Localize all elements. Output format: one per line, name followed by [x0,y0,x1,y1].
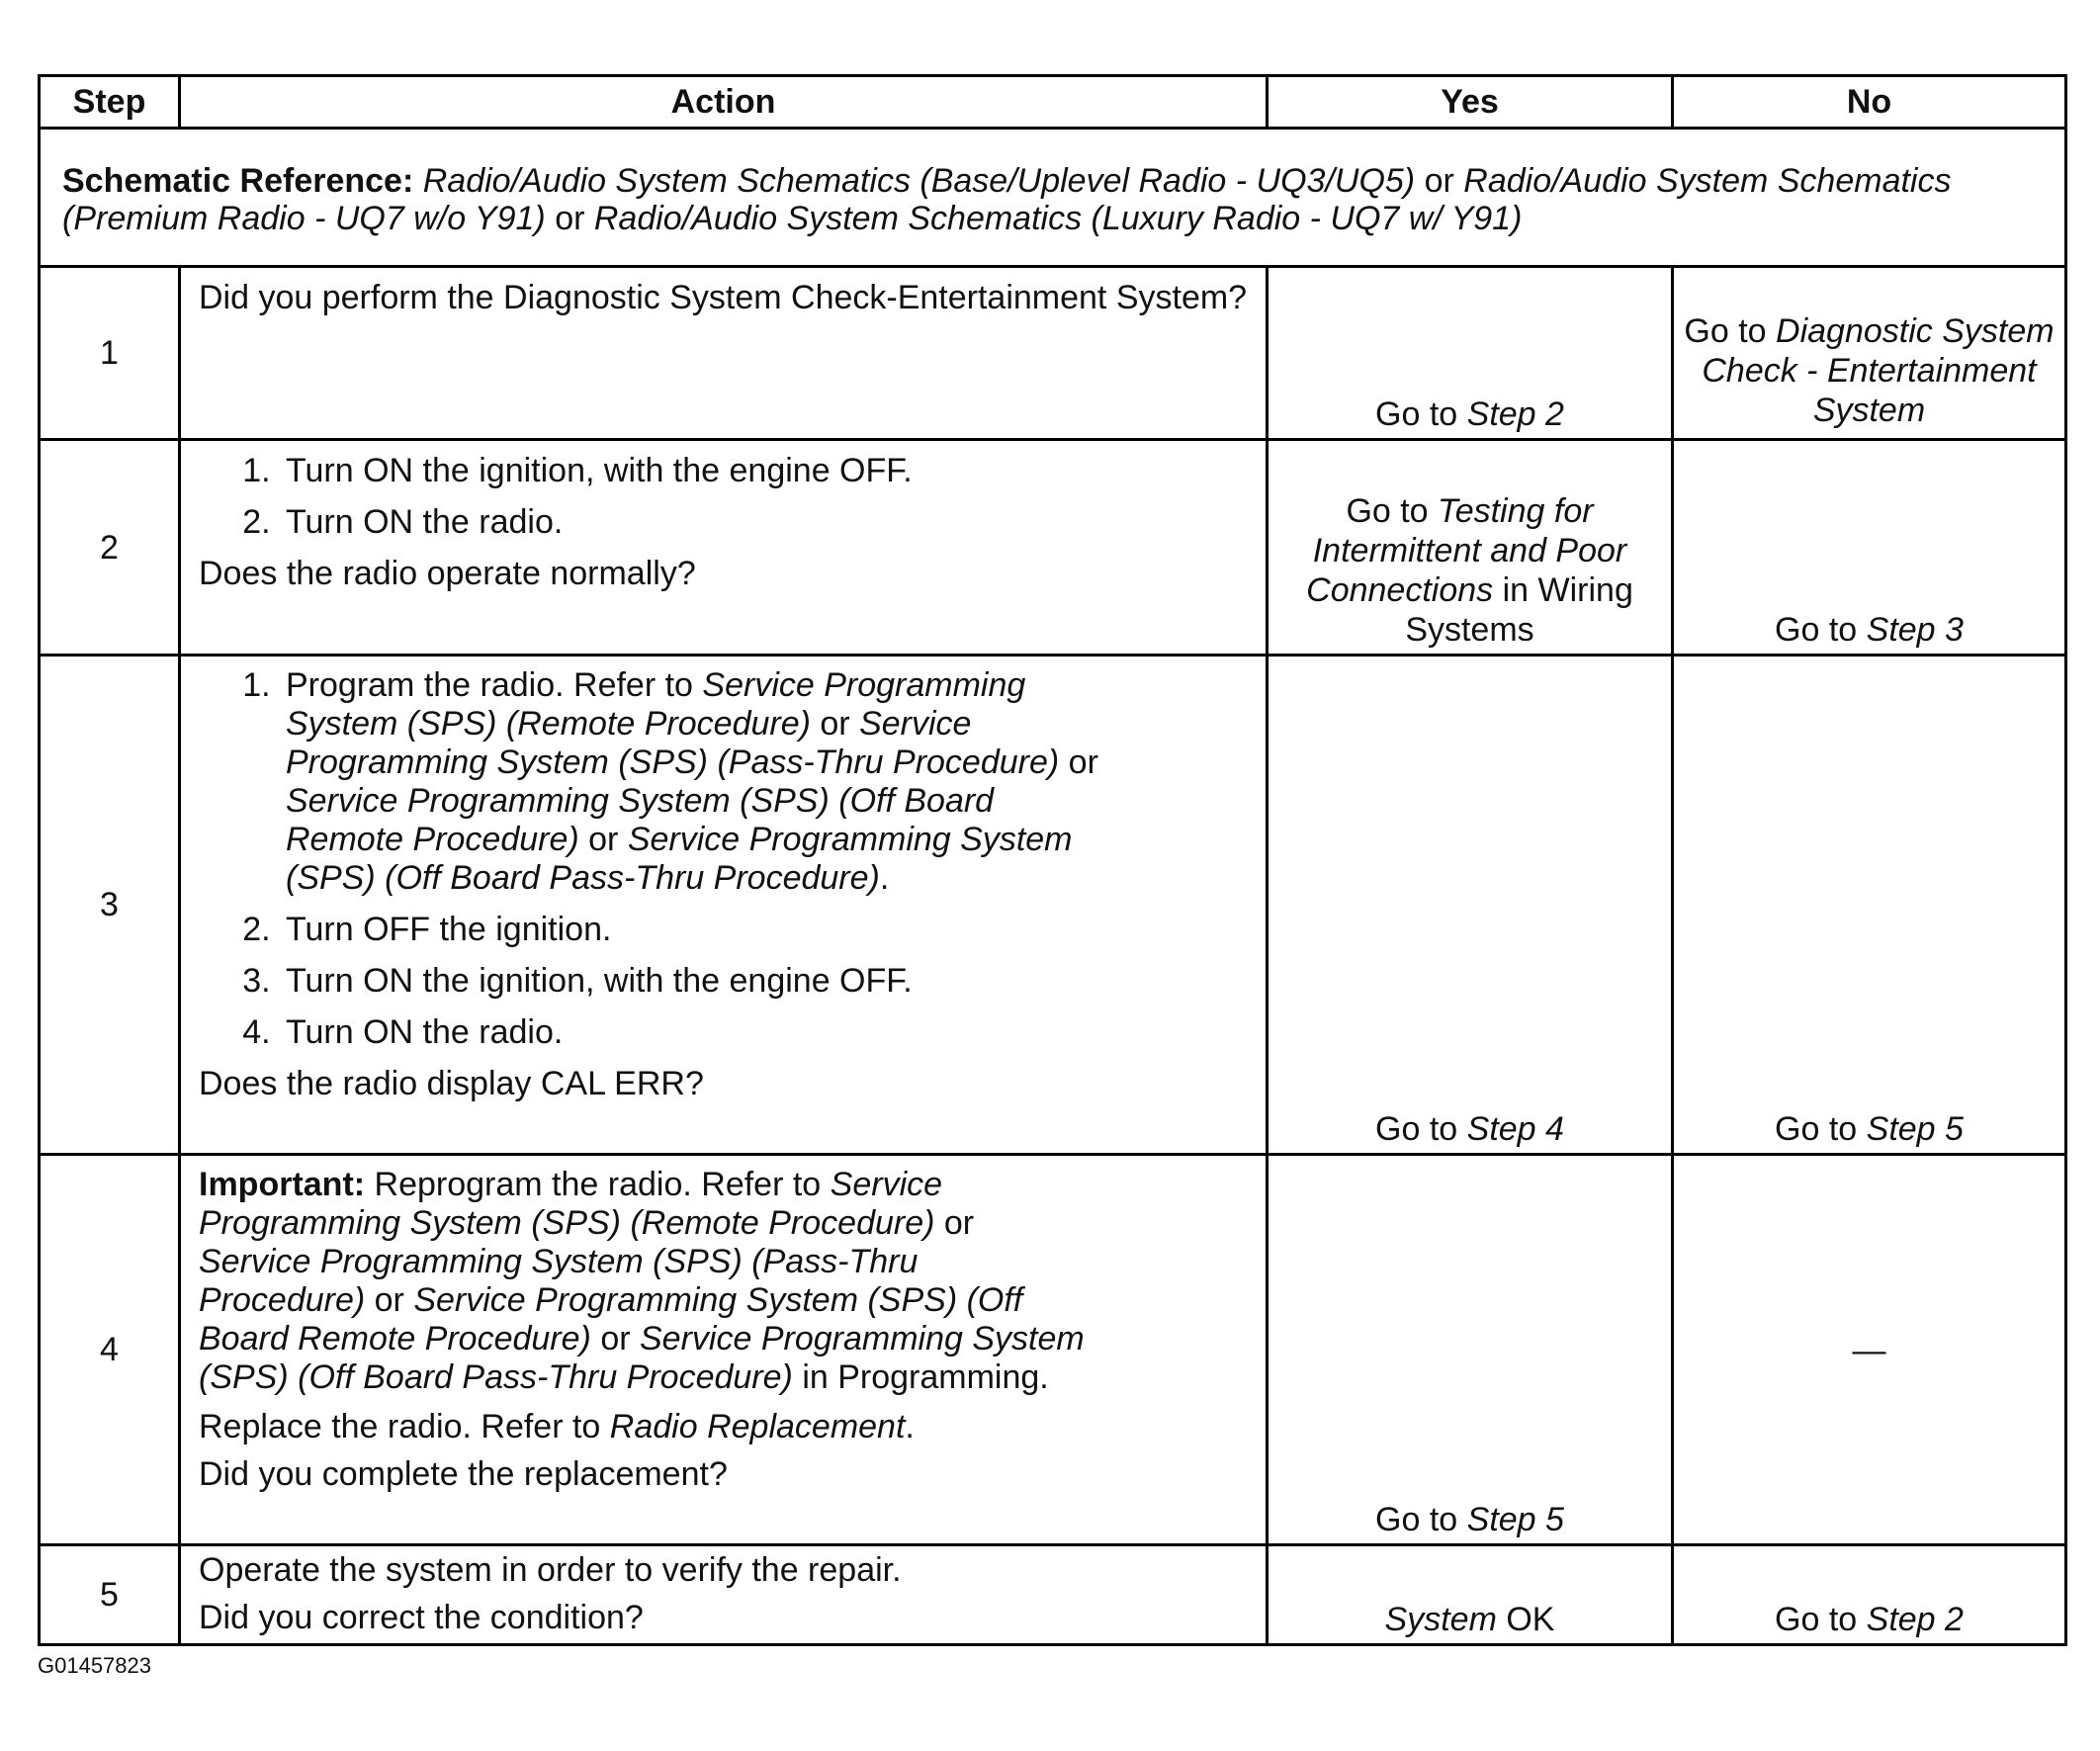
table-row [40,1545,2066,1645]
sps-link[interactable]: Service Programming System (SPS) (Off Board Remote Procedure) [199,1281,1023,1357]
yes-cell: Go to Step 2 [1268,267,1673,440]
no-cell: Go to Step 5 [1673,656,2066,1155]
sps-link[interactable]: Service Programming System (SPS) (Off Board Pass-Thru Procedure) [199,1320,1085,1396]
action-cell [180,267,1268,440]
figure-id: G01457823 [38,1653,151,1678]
step-number: 1 [40,267,180,440]
question-text: Does the radio operate normally? [199,555,696,592]
list-item: 1. Program the radio. Refer to Service Programming System (SPS) (Remote Procedure) or Service Programming System (SPS) (Pass-Thru Procedure) or Service Programming System (SPS) (Off Board Remote Procedure) or Service Programming System (SPS) (Off Board Pass-Thru Procedure). [280,666,1119,898]
step-link[interactable]: Step 2 [1866,1601,1964,1638]
yes-cell: System OK [1268,1545,1673,1645]
sps-link[interactable]: Service Programming System (SPS) (Pass-Thru Procedure) [199,1243,919,1319]
step-link[interactable]: Step 5 [1866,1110,1964,1148]
action-cell [180,1155,1268,1545]
important-label: Important: [199,1166,366,1203]
instruction-text: Operate the system in order to verify the repair. [199,1551,902,1589]
yes-cell: Go to Step 4 [1268,656,1673,1155]
action-cell [180,440,1268,656]
schematic-label: Schematic Reference: [62,161,414,200]
radio-replacement-link[interactable]: Radio Replacement [609,1408,906,1445]
schematic-link[interactable]: Radio/Audio System Schematics (Base/Uplevel Radio - UQ3/UQ5) [422,161,1416,200]
no-cell: Go to Diagnostic System Check - Entertainment System [1673,267,2066,440]
no-cell: — [1673,1155,2066,1545]
table-row [40,440,2066,656]
yes-cell: Go to Testing for Intermittent and Poor Connections in Wiring Systems [1268,440,1673,656]
sps-link[interactable]: Service Programming System (SPS) (Remote Procedure) [286,666,1026,743]
header-step: Step [40,76,180,129]
step-link[interactable]: Step 2 [1466,395,1564,433]
list-item: 3. Turn ON the ignition, with the engine OFF. [280,961,1119,1001]
sps-link[interactable]: Service Programming System (SPS) (Remote Procedure) [199,1166,943,1242]
replace-instruction: Replace the radio. Refer to Radio Replacement. [199,1408,915,1445]
diagnostic-table [38,74,2067,1646]
question-text: Did you perform the Diagnostic System Check-Entertainment System? [199,279,1248,316]
table-row [40,1155,2066,1545]
schematic-link[interactable]: Radio/Audio System Schematics (Luxury Radio - UQ7 w/ Y91) [593,199,1523,237]
list-item: 2. Turn OFF the ignition. [280,910,1119,949]
action-cell [180,656,1268,1155]
important-note: Important: Reprogram the radio. Refer to Service Programming System (SPS) (Remote Procedure) or Service Programming System (SPS) (Pass-Thru Procedure) or Service Programming System (SPS) (Off Board Remote Procedure) or Service Programming System (SPS) (Off Board Pass-Thru Procedure) in Programming. [199,1166,1085,1396]
step-link[interactable]: Step 4 [1466,1110,1564,1148]
sps-link[interactable]: Service Programming System (SPS) (Pass-Thru Procedure) [286,705,1060,781]
question-text: Does the radio display CAL ERR? [199,1065,704,1102]
action-cell [180,1545,1268,1645]
step-link[interactable]: Step 5 [1466,1501,1564,1538]
no-cell: Go to Step 3 [1673,440,2066,656]
sps-link[interactable]: Service Programming System (SPS) (Off Board Pass-Thru Procedure) [286,821,1073,897]
schematic-link[interactable]: Radio/Audio System Schematics (Premium Radio - UQ7 w/o Y91) [62,161,1952,237]
system-ok-link[interactable]: System [1384,1601,1497,1638]
question-text: Did you complete the replacement? [199,1455,728,1493]
step-number: 2 [40,440,180,656]
header-yes: Yes [1268,76,1673,129]
list-item: 2. Turn ON the radio. [280,502,1248,542]
step-link[interactable]: Step 3 [1866,611,1964,649]
table-row [40,267,2066,440]
list-item: 1. Turn ON the ignition, with the engine OFF. [280,451,1248,490]
header-no: No [1673,76,2066,129]
sps-link[interactable]: Service Programming System (SPS) (Off Board Remote Procedure) [286,782,995,858]
list-item: 4. Turn ON the radio. [280,1012,1119,1052]
table-row [40,656,2066,1155]
diagnostic-check-link[interactable]: Diagnostic System Check - Entertainment System [1702,312,2055,429]
schematic-row [40,129,2066,267]
question-text: Did you correct the condition? [199,1599,644,1636]
header-row [40,76,2066,129]
header-action: Action [180,76,1268,129]
step-number: 4 [40,1155,180,1545]
testing-link[interactable]: Testing for Intermittent and Poor Connections [1306,492,1627,609]
yes-cell: Go to Step 5 [1268,1155,1673,1545]
schematic-reference: Schematic Reference: Radio/Audio System Schematics (Base/Uplevel Radio - UQ3/UQ5) or Radio/Audio System Schematics (Premium Radio - UQ7 w/o Y91) or Radio/Audio System Schematics (Luxury Radio - UQ7 w/ Y91) [40,129,2066,267]
no-cell: Go to Step 2 [1673,1545,2066,1645]
step-number: 3 [40,656,180,1155]
step-number: 5 [40,1545,180,1645]
